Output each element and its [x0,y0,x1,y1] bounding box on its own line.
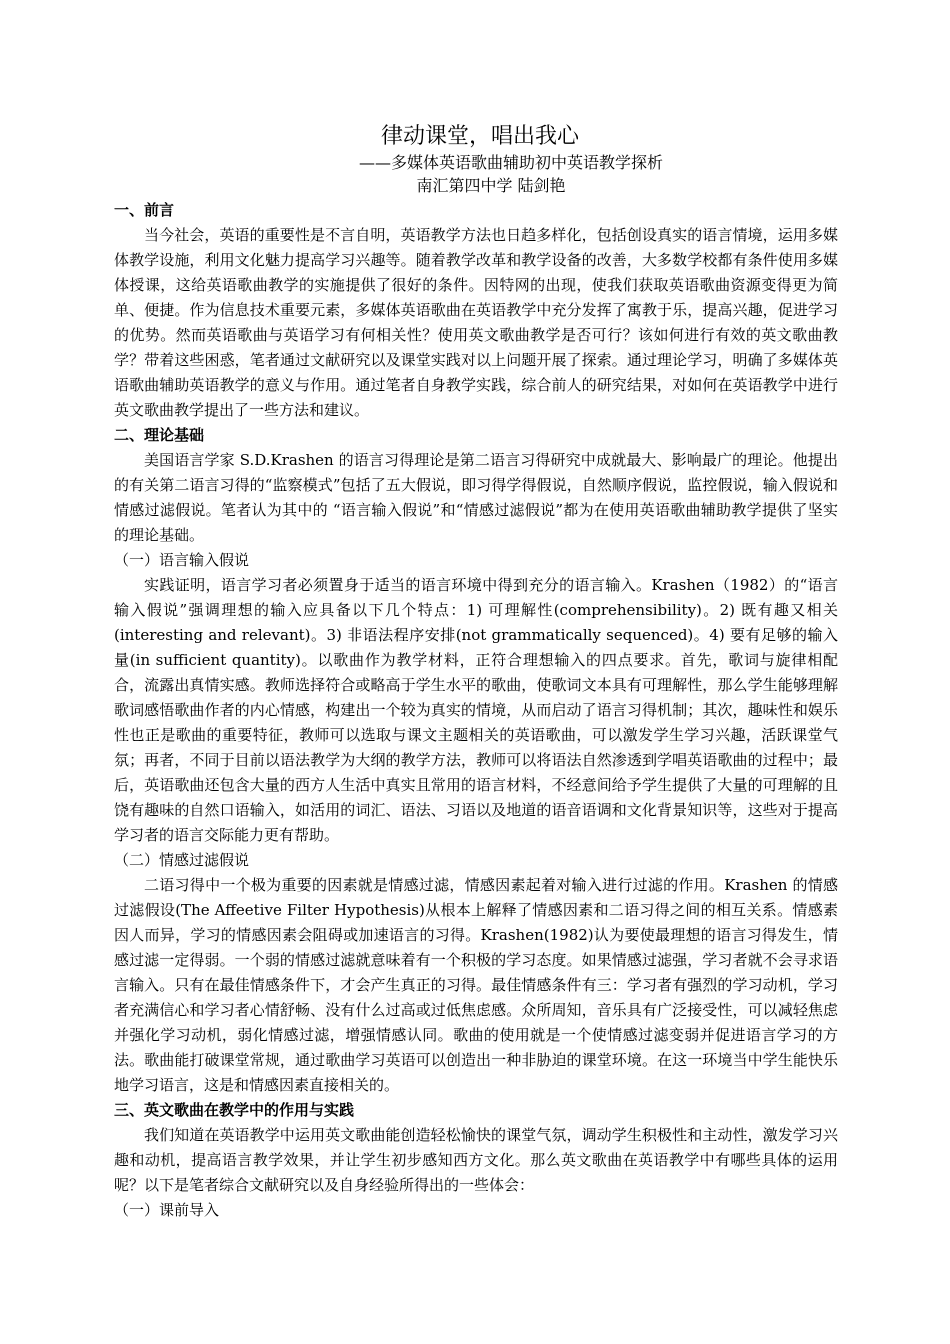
paragraph-theory: 美国语言学家 S.D.Krashen 的语言习得理论是第二语言习得研究中成就最大、影响最广的理论。他提出的有关第二语言习得的“监察模式”包括了五大假说，即习得学得假说，自然顺序假说，监控假说，输入假说和情感过滤假说。笔者认为其中的 “语言输入假说”和“情感过滤假说”都为在使用英语歌曲辅助教学提供了坚实的理论基础。 [114,451,838,544]
section-heading-preface: 一、前言 [114,201,175,219]
document-author: 南汇第四中学 陆剑艳 [416,176,566,195]
paragraph-preface: 当今社会，英语的重要性是不言自明，英语教学方法也日趋多样化，包括创设真实的语言情境，运用多媒体教学设施，利用文化魅力提高学习兴趣等。随着教学改革和教学设备的改善，大多数学校都有条件使用多媒体授课，这给英语歌曲教学的实施提供了很好的条件。因特网的出现，使我们获取英语歌曲资源变得更为简单、便捷。作为信息技术重要元素，多媒体英语歌曲在英语教学中充分发挥了寓教于乐，提高兴趣，促进学习的优势。然而英语歌曲与英语学习有何相关性？使用英文歌曲教学是否可行？该如何进行有效的英文歌曲教学？带着这些困惑，笔者通过文献研究以及课堂实践对以上问题开展了探索。通过理论学习，明确了多媒体英语歌曲辅助英语教学的意义与作用。通过笔者自身教学实践，综合前人的研究结果，对如何在英语教学中进行英文歌曲教学提出了一些方法和建议。 [114,226,838,419]
subsection-heading-lead-in: （一）课前导入 [114,1201,220,1219]
document-title: 律动课堂，唱出我心 [380,124,579,149]
paragraph-input-hypothesis: 实践证明，语言学习者必须置身于适当的语言环境中得到充分的语言输入。Krashen（1982）的“语言输入假说”强调理想的输入应具备以下几个特点：1) 可理解性(comprehensibility)。2) 既有趣又相关(interesting and relevant)。3) 非语法程序安排(not grammatically sequenced)。4) 要有足够的输入量(in sufficient quantity)。以歌曲作为教学材料，正符合理想输入的四点要求。首先，歌词与旋律相配合，流露出真情实感。教师选择符合或略高于学生水平的歌曲，使歌词文本具有可理解性，那么学生能够理解歌词感悟歌曲作者的内心情感，构建出一个较为真实的情境，从而启动了语言习得机制；其次，趣味性和娱乐性也正是歌曲的重要特征，教师可以选取与课文主题相关的英语歌曲，可以激发学生学习兴趣，活跃课堂气氛；再者，不同于目前以语法教学为大纲的教学方法，教师可以将语法自然渗透到学唱英语歌曲的过程中；最后，英语歌曲还包含大量的西方人生活中真实且常用的语言材料，不经意间给予学生提供了大量的可理解的且饶有趣味的自然口语输入，如活用的词汇、语法、习语以及地道的语音语调和文化背景知识等，这些对于提高学习者的语言交际能力更有帮助。 [114,576,838,844]
section-heading-practice: 三、英文歌曲在教学中的作用与实践 [114,1101,355,1119]
section-heading-theory: 二、理论基础 [114,426,205,444]
paragraph-affective-filter: 二语习得中一个极为重要的因素就是情感过滤，情感因素起着对输入进行过滤的作用。Krashen 的情感过滤假设(The Affeetive Filter Hypothesis)从根本上解释了情感因素和二语习得之间的相互关系。情感素因人而异，学习的情感因素会阻碍或加速语言的习得。Krashen(1982)认为要使最理想的语言习得发生，情感过滤一定得弱。一个弱的情感过滤就意味着有一个积极的学习态度。如果情感过滤强，学习者就不会寻求语言输入。只有在最佳情感条件下，才会产生真正的习得。最佳情感条件有三：学习者有强烈的学习动机，学习者充满信心和学习者心情舒畅、没有什么过高或过低焦虑感。众所周知，音乐具有广泛接受性，可以减轻焦虑并强化学习动机，弱化情感过滤，增强情感认同。歌曲的使用就是一个使情感过滤变弱并促进语言学习的方法。歌曲能打破课堂常规，通过歌曲学习英语可以创造出一种非胁迫的课堂环境。在这一环境当中学生能快乐地学习语言，这是和情感因素直接相关的。 [114,876,838,1094]
document-page [114,122,838,1223]
paragraph-practice: 我们知道在英语教学中运用英文歌曲能创造轻松愉快的课堂气氛，调动学生积极性和主动性，激发学习兴趣和动机，提高语言教学效果，并让学生初步感知西方文化。那么英文歌曲在英语教学中有哪些具体的运用呢？以下是笔者综合文献研究以及自身经验所得出的一些体会： [114,1126,838,1194]
document-subtitle: ——多媒体英语歌曲辅助初中英语教学探析 [358,153,663,172]
subsection-heading-affective-filter: （二）情感过滤假说 [114,851,250,869]
subsection-heading-input-hypothesis: （一）语言输入假说 [114,551,250,569]
